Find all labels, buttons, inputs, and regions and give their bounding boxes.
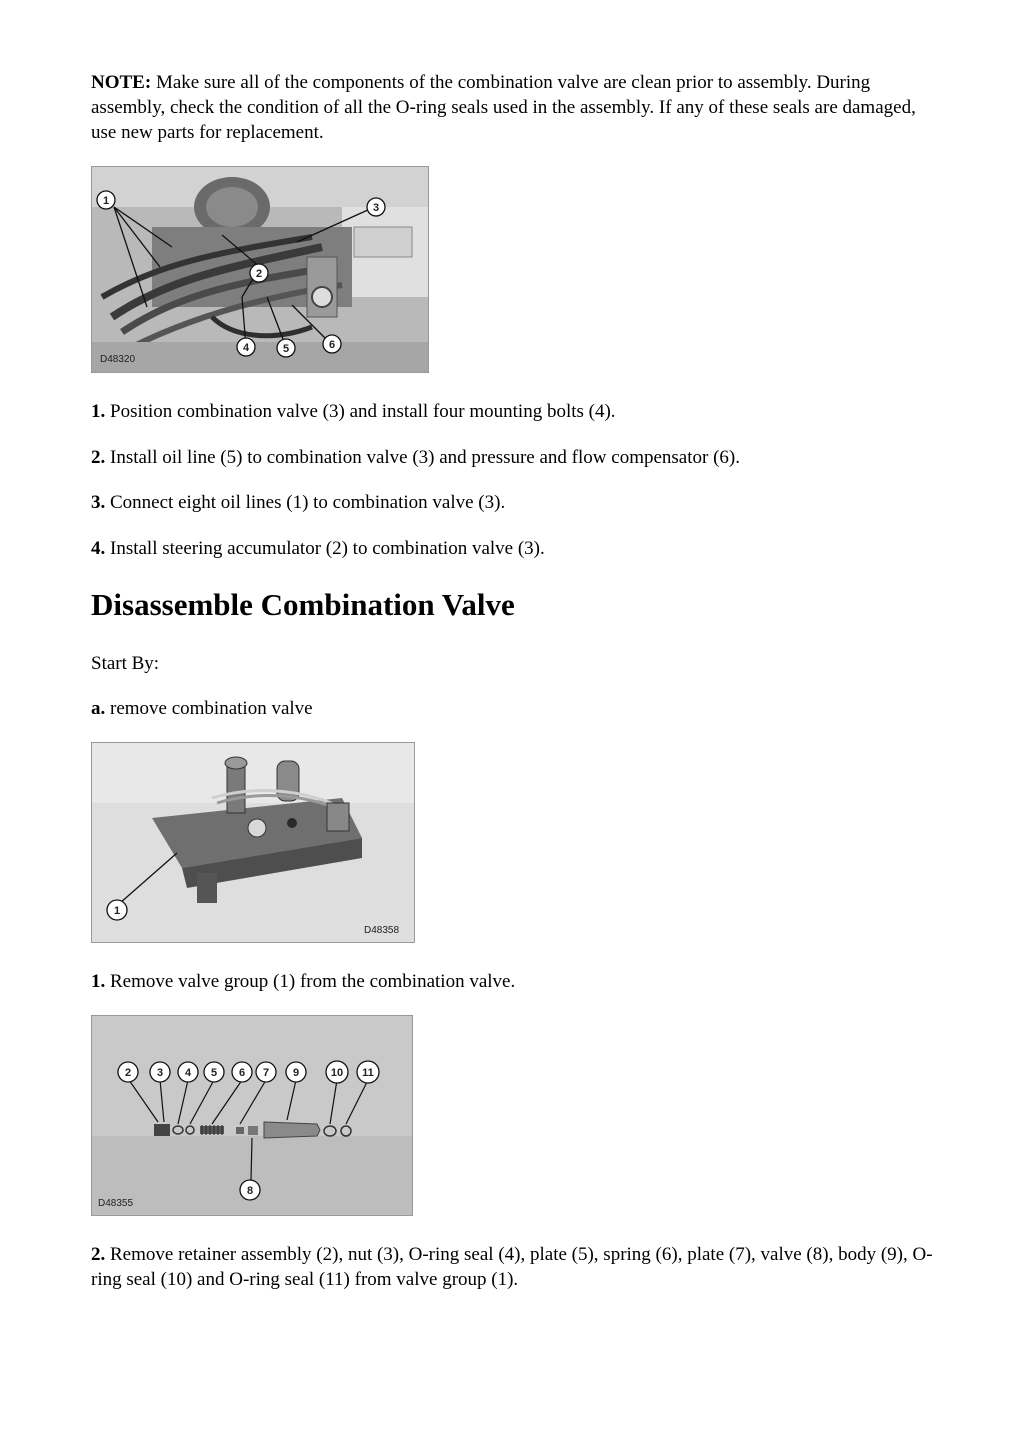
disassemble-step	[91, 1242, 936, 1292]
step-number: 1.	[91, 401, 106, 422]
step-text: Install steering accumulator (2) to combination valve (3).	[105, 538, 545, 559]
figure-id: D48355	[98, 1198, 134, 1209]
callout-label: 11	[362, 1067, 374, 1079]
step-text: Install oil line (5) to combination valve (3) and pressure and flow compensator (6).	[105, 447, 740, 468]
callout-label: 5	[282, 343, 290, 355]
callout-label: 2	[124, 1067, 132, 1079]
figure-combination-valve	[91, 742, 415, 943]
callout-label: 8	[246, 1185, 254, 1197]
install-step	[91, 445, 936, 470]
callout-label: 1	[102, 195, 110, 207]
step-number: 1.	[91, 971, 106, 992]
callout-label: 1	[113, 905, 121, 917]
note-label: NOTE:	[91, 72, 152, 93]
disassemble-step	[91, 969, 936, 994]
item-text: remove combination valve	[105, 698, 313, 719]
figure-valve-group-parts	[91, 1015, 413, 1216]
install-step	[91, 536, 936, 561]
figure-id: D48358	[364, 925, 400, 936]
figure-callouts	[107, 900, 127, 920]
assembly-note	[91, 70, 931, 145]
step-number: 4.	[91, 538, 106, 559]
figure-installed-valve	[91, 166, 429, 373]
install-step	[91, 490, 936, 515]
callout-label: 3	[372, 202, 380, 214]
callout-label: 2	[255, 268, 263, 280]
step-text: Connect eight oil lines (1) to combination valve (3).	[105, 492, 506, 513]
callout-label: 6	[328, 339, 336, 351]
item-letter: a.	[91, 698, 106, 719]
start-by-label: Start By:	[91, 653, 160, 674]
figure-id: D48320	[100, 354, 136, 365]
step-number: 2.	[91, 447, 106, 468]
start-by-item	[91, 696, 936, 721]
step-number: 3.	[91, 492, 106, 513]
callout-label: 5	[210, 1067, 218, 1079]
callout-label: 4	[242, 342, 250, 354]
callout-label: 6	[238, 1067, 246, 1079]
callout-label: 3	[156, 1067, 164, 1079]
step-number: 2.	[91, 1244, 106, 1265]
note-text: Make sure all of the components of the combination valve are clean prior to assembly. During assembly, check the condition of all the O-ring seals used in the assembly. If any of these seals are damaged, use new parts for replacement.	[91, 72, 916, 143]
callout-label: 4	[184, 1067, 192, 1079]
step-text: Remove retainer assembly (2), nut (3), O-ring seal (4), plate (5), spring (6), plate (7), valve (8), body (9), O-ring seal (10) and O-ring seal (11) from valve group (1).	[91, 1244, 933, 1290]
callout-label: 10	[330, 1067, 344, 1079]
install-step	[91, 399, 936, 424]
callout-label: 7	[262, 1067, 270, 1079]
section-title: Disassemble Combination Valve	[91, 587, 515, 622]
step-text: Remove valve group (1) from the combination valve.	[105, 971, 516, 992]
step-text: Position combination valve (3) and install four mounting bolts (4).	[105, 401, 616, 422]
callout-label: 9	[292, 1067, 300, 1079]
